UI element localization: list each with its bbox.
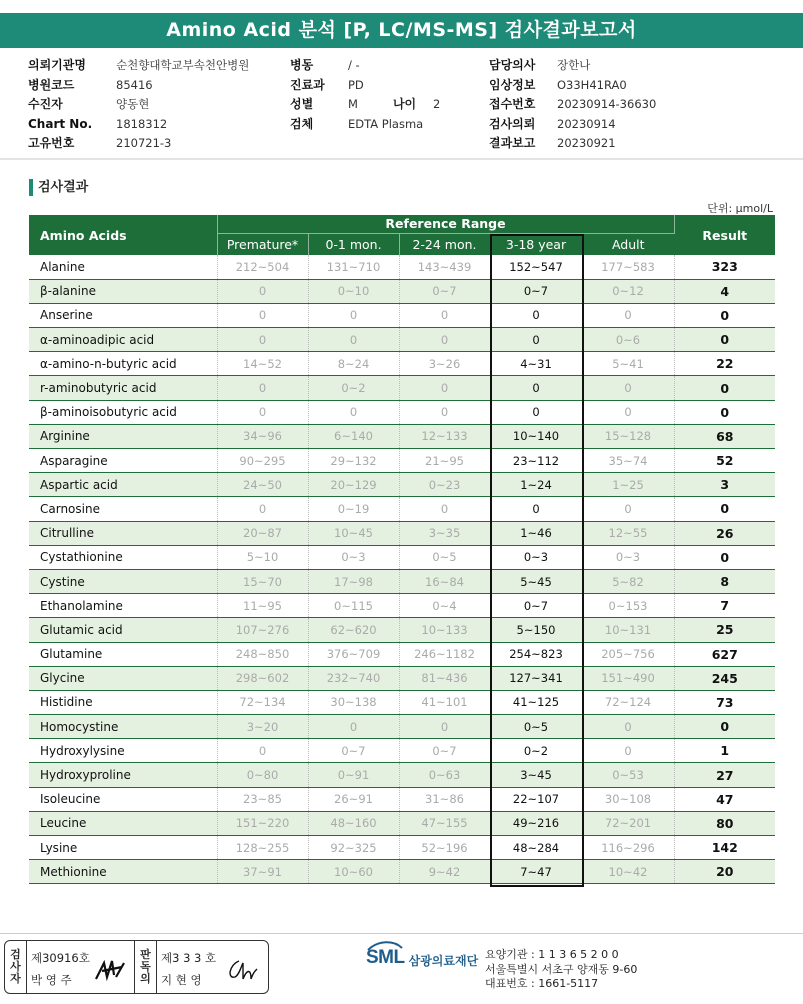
reference-range-cell: 152~547: [490, 255, 582, 279]
reference-range-cell: 41~101: [399, 690, 490, 714]
reference-range-cell: 48~160: [308, 811, 399, 835]
result-value: 8: [674, 569, 775, 593]
result-value: 25: [674, 618, 775, 642]
reference-range-cell: 81~436: [399, 666, 490, 690]
reference-range-cell: 7~47: [490, 860, 582, 884]
header-separator: [0, 158, 803, 160]
reference-range-cell: 0: [399, 400, 490, 424]
info-label: Chart No.: [28, 116, 93, 131]
sml-logo-icon: [364, 938, 406, 968]
reference-range-cell: 0~115: [308, 594, 399, 618]
table-row: [29, 352, 775, 376]
reference-range-cell: 48~284: [490, 836, 582, 860]
reference-range-cell: 3~20: [217, 715, 308, 739]
footer-separator: [0, 933, 803, 934]
result-value: 73: [674, 690, 775, 714]
table-row: [29, 763, 775, 787]
reference-range-cell: 0: [308, 303, 399, 327]
tester-vertical-label: [5, 941, 27, 993]
contact-line: 대표번호 : 1661-5117: [485, 977, 599, 990]
reference-range-cell: 0~6: [582, 328, 674, 352]
info-value: 장한나: [557, 58, 591, 72]
result-value: 26: [674, 521, 775, 545]
result-value: 627: [674, 642, 775, 666]
reference-range-cell: 72~134: [217, 690, 308, 714]
table-row: [29, 594, 775, 618]
reference-range-cell: 0~153: [582, 594, 674, 618]
reference-range-cell: 10~131: [582, 618, 674, 642]
info-value: 순천향대학교부속천안병원: [116, 58, 250, 72]
reference-range-cell: 0: [490, 328, 582, 352]
reference-range-cell: 0: [490, 400, 582, 424]
reference-range-cell: 177~583: [582, 255, 674, 279]
tester-signature-icon: [94, 957, 128, 983]
table-row: [29, 690, 775, 714]
table-row: [29, 545, 775, 569]
reference-range-cell: 12~55: [582, 521, 674, 545]
table-row: [29, 860, 775, 884]
reference-range-cell: 30~138: [308, 690, 399, 714]
table-row: [29, 328, 775, 352]
result-value: 0: [674, 376, 775, 400]
signature-box: [4, 940, 269, 994]
reference-range-cell: 0: [582, 400, 674, 424]
info-label: 수진자: [28, 97, 63, 111]
info-value: 20230914-36630: [557, 97, 657, 111]
amino-acid-name: Homocystine: [29, 715, 217, 739]
reviewer-cell: [157, 941, 265, 993]
result-value: 68: [674, 424, 775, 448]
result-value: 47: [674, 787, 775, 811]
reference-range-cell: 151~490: [582, 666, 674, 690]
reference-range-cell: 151~220: [217, 811, 308, 835]
result-value: 0: [674, 715, 775, 739]
reference-range-cell: 15~70: [217, 569, 308, 593]
reference-range-cell: 0: [217, 497, 308, 521]
reference-range-cell: 0~7: [490, 594, 582, 618]
reference-range-cell: 0: [582, 376, 674, 400]
reference-range-cell: 0: [582, 303, 674, 327]
result-value: 3: [674, 473, 775, 497]
reference-range-cell: 0~91: [308, 763, 399, 787]
reference-range-cell: 254~823: [490, 642, 582, 666]
table-row: [29, 666, 775, 690]
amino-acid-name: Hydroxyproline: [29, 763, 217, 787]
table-row: [29, 618, 775, 642]
subheader-2: 2-24 mon.: [399, 233, 490, 255]
reference-range-cell: 29~132: [308, 449, 399, 473]
info-label: 고유번호: [28, 136, 75, 150]
reference-range-cell: 0: [217, 739, 308, 763]
reference-range-cell: 0: [490, 497, 582, 521]
info-row: [290, 95, 440, 115]
patient-info-column-3: [489, 56, 656, 154]
reference-range-cell: 0~63: [399, 763, 490, 787]
reference-range-cell: 0~3: [582, 545, 674, 569]
amino-acid-name: Leucine: [29, 811, 217, 835]
result-value: 52: [674, 449, 775, 473]
amino-acid-name: Arginine: [29, 424, 217, 448]
info-row: [28, 115, 249, 135]
results-table-body: [29, 255, 775, 884]
reference-range-cell: 0~2: [490, 739, 582, 763]
reference-range-cell: 10~45: [308, 521, 399, 545]
vertical-char: 검: [10, 948, 21, 961]
subheader-4: Adult: [582, 233, 674, 255]
amino-acid-name: Glutamic acid: [29, 618, 217, 642]
age-value: 2: [432, 97, 441, 111]
info-value: M: [348, 97, 358, 111]
reviewer-name: 지 현 영: [161, 973, 202, 987]
reference-range-cell: 5~45: [490, 569, 582, 593]
amino-acid-name: Asparagine: [29, 449, 217, 473]
reference-range-cell: 0~5: [399, 545, 490, 569]
reference-range-cell: 0~3: [490, 545, 582, 569]
reference-range-cell: 0: [217, 328, 308, 352]
reference-range-cell: 128~255: [217, 836, 308, 860]
reference-range-cell: 0: [490, 303, 582, 327]
reference-range-cell: 0: [217, 400, 308, 424]
tester-name: 박 영 주: [31, 973, 72, 987]
reference-range-cell: 14~52: [217, 352, 308, 376]
result-value: 0: [674, 328, 775, 352]
reference-range-cell: 11~95: [217, 594, 308, 618]
reference-range-cell: 10~140: [490, 424, 582, 448]
reference-range-cell: 10~42: [582, 860, 674, 884]
reference-range-cell: 23~85: [217, 787, 308, 811]
reference-range-cell: 376~709: [308, 642, 399, 666]
reference-range-cell: 17~98: [308, 569, 399, 593]
vertical-char: 자: [10, 972, 21, 985]
reference-range-cell: 5~10: [217, 545, 308, 569]
sml-logo: [366, 946, 478, 969]
subheader-1: 0-1 mon.: [308, 233, 399, 255]
info-label: 담당의사: [489, 58, 536, 72]
info-row: [489, 95, 656, 115]
reference-range-cell: 35~74: [582, 449, 674, 473]
reference-range-cell: 52~196: [399, 836, 490, 860]
reference-range-cell: 0~23: [399, 473, 490, 497]
amino-acid-name: Methionine: [29, 860, 217, 884]
reference-range-cell: 1~46: [490, 521, 582, 545]
info-label: 의뢰기관명: [28, 58, 86, 72]
result-value: 0: [674, 545, 775, 569]
reference-range-cell: 0~7: [399, 279, 490, 303]
reference-range-cell: 5~41: [582, 352, 674, 376]
reviewer-license-no: 제3 3 3 호: [161, 951, 217, 965]
reference-range-cell: 0: [582, 715, 674, 739]
reviewer-signature-icon: [225, 957, 259, 983]
amino-acid-name: Cystine: [29, 569, 217, 593]
table-row: [29, 739, 775, 763]
info-row: [489, 134, 656, 154]
reference-range-cell: 298~602: [217, 666, 308, 690]
result-value: 142: [674, 836, 775, 860]
info-label: 임상정보: [489, 77, 536, 92]
reference-range-cell: 5~150: [490, 618, 582, 642]
info-label: 진료과: [290, 77, 325, 92]
info-value: EDTA Plasma: [348, 116, 424, 131]
info-row: [28, 95, 249, 115]
info-row: [290, 115, 440, 135]
table-row: [29, 521, 775, 545]
reference-range-cell: 9~42: [399, 860, 490, 884]
reference-range-cell: 0: [582, 497, 674, 521]
table-row: [29, 787, 775, 811]
info-value: 20230921: [557, 136, 616, 150]
result-value: 20: [674, 860, 775, 884]
reference-range-cell: 72~201: [582, 811, 674, 835]
info-label: 검사의뢰: [489, 116, 536, 131]
info-value: / -: [348, 58, 360, 72]
vertical-char: 독: [140, 960, 151, 973]
table-row: [29, 279, 775, 303]
reference-range-cell: 31~86: [399, 787, 490, 811]
result-value: 80: [674, 811, 775, 835]
reference-range-cell: 143~439: [399, 255, 490, 279]
reference-range-cell: 0: [582, 739, 674, 763]
reference-range-cell: 3~35: [399, 521, 490, 545]
table-row: [29, 255, 775, 279]
info-value: PD: [348, 77, 364, 92]
info-row: [489, 56, 656, 76]
reference-range-cell: 0~7: [399, 739, 490, 763]
table-row: [29, 715, 775, 739]
reference-range-cell: 0: [399, 715, 490, 739]
table-row: [29, 303, 775, 327]
result-value: 0: [674, 400, 775, 424]
header-amino-acids: Amino Acids: [29, 215, 217, 255]
reference-range-cell: 248~850: [217, 642, 308, 666]
result-value: 7: [674, 594, 775, 618]
reference-range-cell: 246~1182: [399, 642, 490, 666]
amino-acid-name: Carnosine: [29, 497, 217, 521]
reference-range-cell: 41~125: [490, 690, 582, 714]
info-row: [489, 115, 656, 135]
reviewer-vertical-label: [135, 941, 157, 993]
reference-range-cell: 127~341: [490, 666, 582, 690]
amino-acid-name: α-aminoadipic acid: [29, 328, 217, 352]
reference-range-cell: 22~107: [490, 787, 582, 811]
reference-range-cell: 16~84: [399, 569, 490, 593]
reference-range-cell: 30~108: [582, 787, 674, 811]
subheader-3: 3-18 year: [490, 233, 582, 255]
contact-line: 서울특별시 서초구 양재동 9-60: [485, 962, 638, 976]
amino-acid-name: Histidine: [29, 690, 217, 714]
amino-acid-name: α-amino-n-butyric acid: [29, 352, 217, 376]
reference-range-cell: 10~60: [308, 860, 399, 884]
tester-license-no: 제30916호: [31, 951, 90, 965]
patient-info-column-1: [28, 56, 249, 154]
table-row: [29, 376, 775, 400]
reference-range-cell: 0: [399, 328, 490, 352]
result-value: 4: [674, 279, 775, 303]
logo-org-name: 삼광의료재단: [408, 954, 479, 968]
reference-range-cell: 0~10: [308, 279, 399, 303]
reference-range-cell: 0~7: [490, 279, 582, 303]
table-row: [29, 811, 775, 835]
table-row: [29, 473, 775, 497]
info-row: [290, 76, 440, 96]
reference-range-cell: 0: [217, 376, 308, 400]
amino-acid-name: Isoleucine: [29, 787, 217, 811]
reference-range-cell: 0~80: [217, 763, 308, 787]
unit-label: 단위: μmol/L: [707, 202, 773, 215]
amino-acid-name: Ethanolamine: [29, 594, 217, 618]
reference-range-cell: 90~295: [217, 449, 308, 473]
info-row: [489, 76, 656, 96]
amino-acid-name: Lysine: [29, 836, 217, 860]
amino-acid-name: Cystathionine: [29, 545, 217, 569]
reference-range-cell: 131~710: [308, 255, 399, 279]
info-row: [28, 56, 249, 76]
reference-range-cell: 116~296: [582, 836, 674, 860]
header-reference-range: Reference Range: [217, 215, 674, 233]
reference-range-cell: 26~91: [308, 787, 399, 811]
amino-acid-name: β-alanine: [29, 279, 217, 303]
patient-info-column-2: [290, 56, 440, 134]
info-value: 양동현: [116, 97, 150, 111]
amino-acid-name: Hydroxylysine: [29, 739, 217, 763]
info-label: 접수번호: [489, 97, 536, 111]
result-value: 1: [674, 739, 775, 763]
reference-range-cell: 1~24: [490, 473, 582, 497]
reference-range-cell: 8~24: [308, 352, 399, 376]
reference-range-cell: 3~26: [399, 352, 490, 376]
table-row: [29, 569, 775, 593]
reference-range-cell: 0~12: [582, 279, 674, 303]
reference-range-cell: 0~19: [308, 497, 399, 521]
info-value: 210721-3: [116, 136, 172, 150]
info-label: 결과보고: [489, 136, 536, 150]
vertical-char: 판: [140, 948, 151, 961]
info-row: [28, 76, 249, 96]
amino-acid-name: Aspartic acid: [29, 473, 217, 497]
contact-info: [485, 948, 637, 992]
table-row: [29, 642, 775, 666]
amino-acid-name: β-aminoisobutyric acid: [29, 400, 217, 424]
reference-range-cell: 0: [490, 376, 582, 400]
subheader-0: Premature*: [217, 233, 308, 255]
reference-range-cell: 72~124: [582, 690, 674, 714]
reference-range-cell: 1~25: [582, 473, 674, 497]
reference-range-cell: 0~53: [582, 763, 674, 787]
table-row: [29, 424, 775, 448]
results-table: [29, 215, 775, 884]
amino-acid-name: Citrulline: [29, 521, 217, 545]
result-value: 27: [674, 763, 775, 787]
reference-range-cell: 0: [308, 715, 399, 739]
reference-range-cell: 0~7: [308, 739, 399, 763]
reference-range-cell: 62~620: [308, 618, 399, 642]
info-label: 검체: [290, 116, 314, 131]
info-row: [28, 134, 249, 154]
reference-range-cell: 23~112: [490, 449, 582, 473]
result-value: 245: [674, 666, 775, 690]
amino-acid-name: Glutamine: [29, 642, 217, 666]
reference-range-cell: 0~4: [399, 594, 490, 618]
reference-range-cell: 0: [308, 400, 399, 424]
vertical-char: 사: [10, 960, 21, 973]
header-result: Result: [674, 215, 775, 255]
info-row: [290, 56, 440, 76]
reference-range-cell: 205~756: [582, 642, 674, 666]
reference-range-cell: 3~45: [490, 763, 582, 787]
result-value: 0: [674, 497, 775, 521]
table-row: [29, 400, 775, 424]
reference-range-cell: 37~91: [217, 860, 308, 884]
amino-acid-name: Glycine: [29, 666, 217, 690]
reference-range-cell: 0: [399, 303, 490, 327]
table-row: [29, 836, 775, 860]
reference-range-cell: 0: [217, 279, 308, 303]
reference-range-cell: 15~128: [582, 424, 674, 448]
reference-range-cell: 47~155: [399, 811, 490, 835]
info-label: 성별: [290, 97, 314, 111]
info-value: 20230914: [557, 116, 616, 131]
reference-range-cell: 20~129: [308, 473, 399, 497]
reference-range-cell: 24~50: [217, 473, 308, 497]
tester-cell: [27, 941, 135, 993]
table-row: [29, 449, 775, 473]
reference-range-cell: 0: [399, 497, 490, 521]
reference-range-cell: 0: [217, 303, 308, 327]
reference-range-cell: 10~133: [399, 618, 490, 642]
reference-range-cell: 0~3: [308, 545, 399, 569]
reference-range-cell: 0~2: [308, 376, 399, 400]
vertical-char: 의: [140, 972, 151, 985]
result-value: 22: [674, 352, 775, 376]
reference-range-cell: 92~325: [308, 836, 399, 860]
reference-range-cell: 107~276: [217, 618, 308, 642]
result-value: 323: [674, 255, 775, 279]
reference-range-cell: 232~740: [308, 666, 399, 690]
table-row: [29, 497, 775, 521]
info-value: O33H41RA0: [557, 77, 627, 92]
info-value: 85416: [116, 77, 153, 92]
reference-range-cell: 20~87: [217, 521, 308, 545]
reference-range-cell: 12~133: [399, 424, 490, 448]
amino-acid-name: r-aminobutyric acid: [29, 376, 217, 400]
info-value: 1818312: [116, 116, 168, 131]
logo-text: SML: [366, 946, 405, 968]
report-title: Amino Acid 분석 [P, LC/MS-MS] 검사결과보고서: [0, 13, 803, 48]
reference-range-cell: 21~95: [399, 449, 490, 473]
info-label: 병원코드: [28, 77, 75, 92]
reference-range-cell: 6~140: [308, 424, 399, 448]
reference-range-cell: 0: [399, 376, 490, 400]
section-title: 검사결과: [29, 179, 88, 196]
age-label: 나이: [392, 97, 417, 111]
amino-acid-name: Alanine: [29, 255, 217, 279]
reference-range-cell: 212~504: [217, 255, 308, 279]
contact-line: 요양기관 : 1 1 3 6 5 2 0 0: [485, 948, 619, 961]
reference-range-cell: 0: [308, 328, 399, 352]
reference-range-cell: 49~216: [490, 811, 582, 835]
reference-range-cell: 4~31: [490, 352, 582, 376]
info-label: 병동: [290, 58, 314, 72]
reference-range-cell: 0~5: [490, 715, 582, 739]
result-value: 0: [674, 303, 775, 327]
reference-range-cell: 34~96: [217, 424, 308, 448]
reference-range-cell: 5~82: [582, 569, 674, 593]
amino-acid-name: Anserine: [29, 303, 217, 327]
